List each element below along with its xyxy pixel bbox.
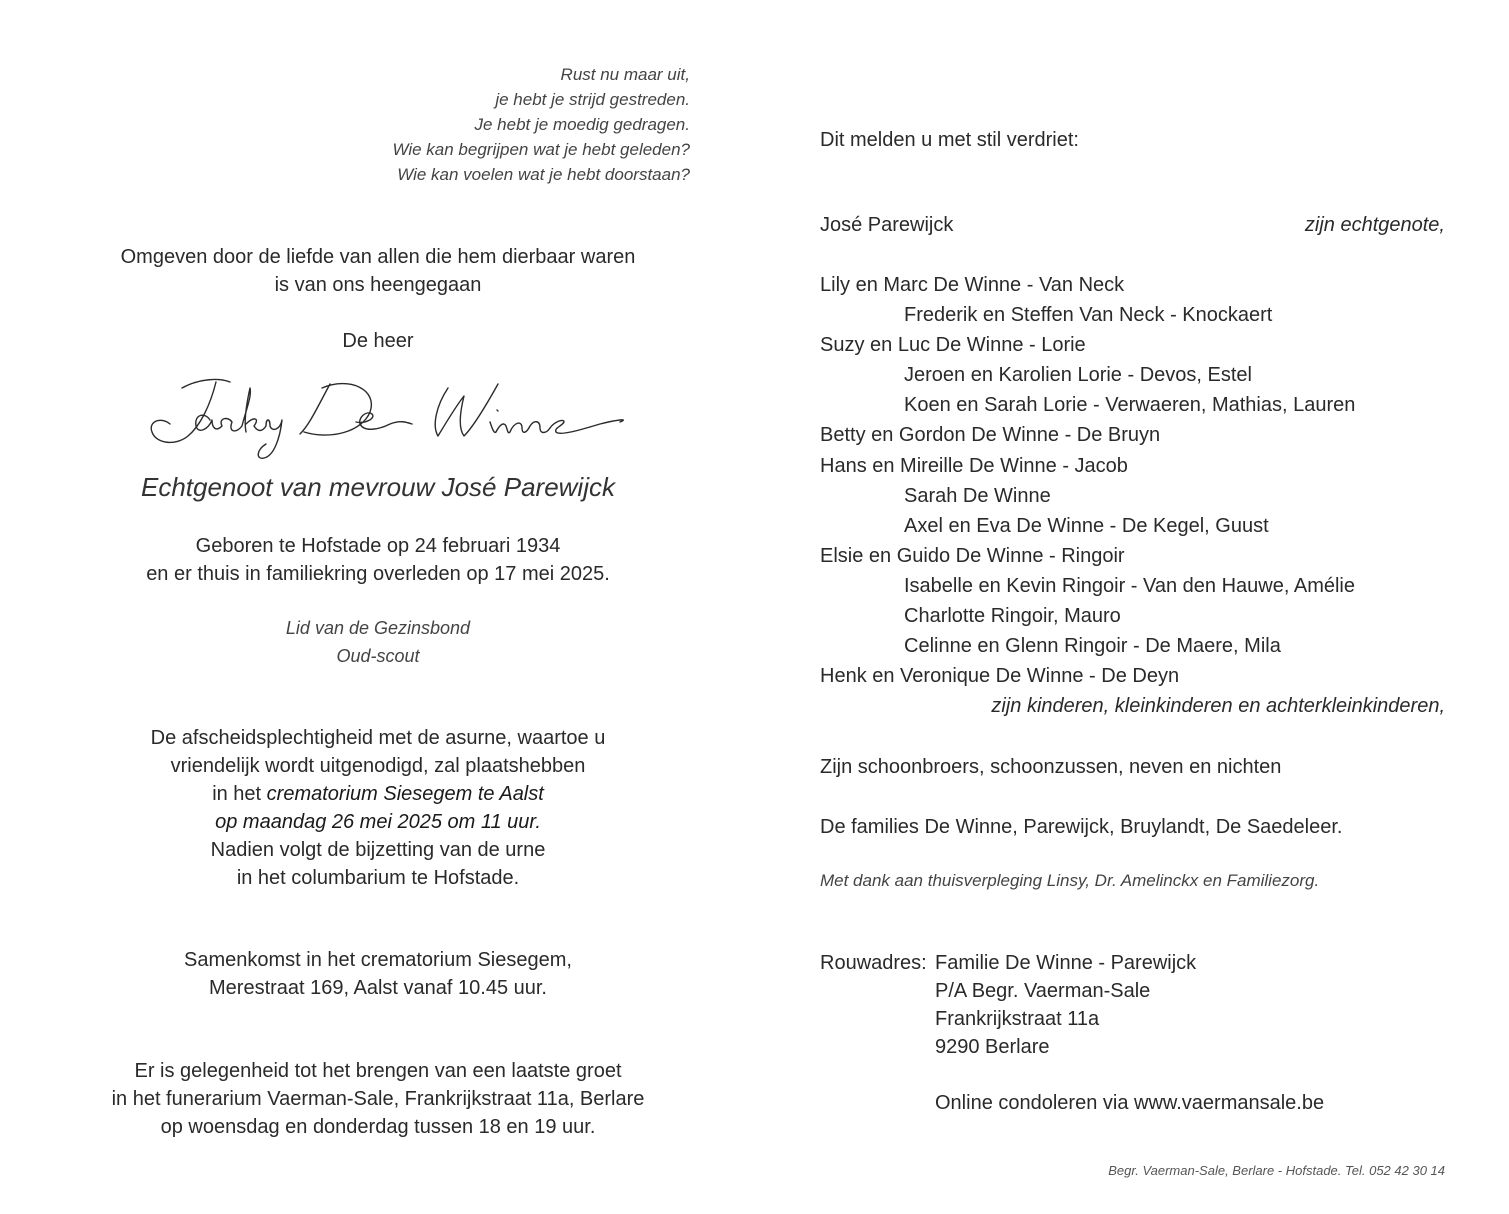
death-line: en er thuis in familiekring overleden op 17 mei 2025. — [146, 563, 610, 585]
spouse-name: José Parewijck — [820, 214, 954, 236]
poem-line: Rust nu maar uit, — [560, 65, 690, 84]
ceremony-line: vriendelijk wordt uitgenodigd, zal plaatshebben — [170, 755, 586, 777]
ceremony-line: in het columbarium te Hofstade. — [236, 867, 520, 889]
family-member: Charlotte Ringoir, Mauro — [904, 605, 1121, 628]
intro-line: Omgeven door de liefde van allen die hem dierbaar waren — [120, 246, 636, 268]
poem-line: je hebt je strijd gestreden. — [495, 90, 690, 109]
deceased-name-signature — [60, 366, 696, 466]
ceremony-line: De afscheidsplechtigheid met de asurne, waartoe u — [150, 727, 606, 749]
family-member: Elsie en Guido De Winne - Ringoir — [820, 544, 1125, 567]
spouse-relation: zijn echtgenote, — [1304, 214, 1445, 236]
family-member: Koen en Sarah Lorie - Verwaeren, Mathias, Lauren — [904, 394, 1356, 417]
signature-drawing — [60, 366, 696, 466]
salutation: De heer — [342, 330, 414, 352]
condolence-text: Online condoleren via www.vaermansale.be — [935, 1092, 1325, 1114]
family-member: Axel en Eva De Winne - De Kegel, Guust — [904, 514, 1269, 537]
thanks-text: Met dank aan thuisverpleging Linsy, Dr. Amelinckx en Familiezorg. — [820, 871, 1320, 890]
family-member: Hans en Mireille De Winne - Jacob — [820, 454, 1128, 477]
intro-line: is van ons heengegaan — [274, 274, 482, 296]
gathering-line: Merestraat 169, Aalst vanaf 10.45 uur. — [209, 977, 547, 999]
membership-text — [60, 614, 696, 670]
address-label: Rouwadres: — [820, 952, 927, 974]
ceremony-prefix: in het — [212, 783, 267, 805]
ceremony-date: op maandag 26 mei 2025 om 11 uur. — [215, 811, 541, 833]
address-lines — [935, 949, 1196, 1061]
visitation-line: op woensdag en donderdag tussen 18 en 19 uur. — [160, 1116, 596, 1138]
ceremony-line: Nadien volgt de bijzetting van de urne — [210, 839, 546, 861]
spouse-row — [820, 211, 1445, 239]
membership-line: Oud-scout — [336, 646, 420, 666]
visitation-line: in het funerarium Vaerman-Sale, Frankrijkstraat 11a, Berlare — [111, 1088, 645, 1110]
address-line: P/A Begr. Vaerman-Sale — [935, 980, 1151, 1002]
gathering-line: Samenkomst in het crematorium Siesegem, — [184, 949, 572, 971]
family-list — [820, 270, 1445, 721]
family-member: Suzy en Luc De Winne - Lorie — [820, 334, 1086, 357]
family-member: Henk en Veronique De Winne - De Deyn — [820, 665, 1180, 688]
ceremony-text — [60, 724, 696, 892]
ceremony-line — [60, 780, 696, 808]
family-member: Celinne en Glenn Ringoir - De Maere, Mila — [904, 635, 1281, 658]
family-member: Frederik en Steffen Van Neck - Knockaert — [904, 304, 1273, 327]
membership-line: Lid van de Gezinsbond — [285, 618, 471, 638]
announcement: Dit melden u met stil verdriet: — [820, 129, 1079, 151]
intro-text — [60, 243, 696, 299]
family-member: Sarah De Winne — [904, 484, 1051, 507]
visitation-line: Er is gelegenheid tot het brengen van een laatste groet — [134, 1060, 622, 1082]
birth-death-text — [60, 532, 696, 588]
inlaws-text: Zijn schoonbroers, schoonzussen, neven en nichten — [820, 756, 1282, 778]
family-member: Betty en Gordon De Winne - De Bruyn — [820, 424, 1161, 447]
poem-line: Wie kan voelen wat je hebt doorstaan? — [397, 165, 690, 184]
spouse-subtitle: Echtgenoot van mevrouw José Parewijck — [140, 472, 615, 502]
ceremony-location: crematorium Siesegem te Aalst — [266, 783, 544, 805]
birth-line: Geboren te Hofstade op 24 februari 1934 — [195, 535, 561, 557]
family-member: Lily en Marc De Winne - Van Neck — [820, 274, 1125, 296]
poem-line: Je hebt je moedig gedragen. — [474, 115, 690, 134]
gathering-text — [60, 946, 696, 1002]
visitation-text — [60, 1057, 696, 1141]
funeral-home-footer: Begr. Vaerman-Sale, Berlare - Hofstade. Tel. 052 42 30 14 — [1108, 1163, 1445, 1178]
address-line: Frankrijkstraat 11a — [935, 1008, 1100, 1030]
family-member: Jeroen en Karolien Lorie - Devos, Estel — [904, 364, 1252, 387]
children-relation: zijn kinderen, kleinkinderen en achterkleinkinderen, — [991, 695, 1445, 718]
address-line: Familie De Winne - Parewijck — [935, 952, 1197, 974]
poem — [200, 62, 690, 187]
families-text: De families De Winne, Parewijck, Bruylandt, De Saedeleer. — [820, 816, 1343, 838]
poem-line: Wie kan begrijpen wat je hebt geleden? — [392, 140, 690, 159]
family-member: Isabelle en Kevin Ringoir - Van den Hauwe, Amélie — [904, 574, 1355, 597]
address-line: 9290 Berlare — [935, 1036, 1050, 1058]
